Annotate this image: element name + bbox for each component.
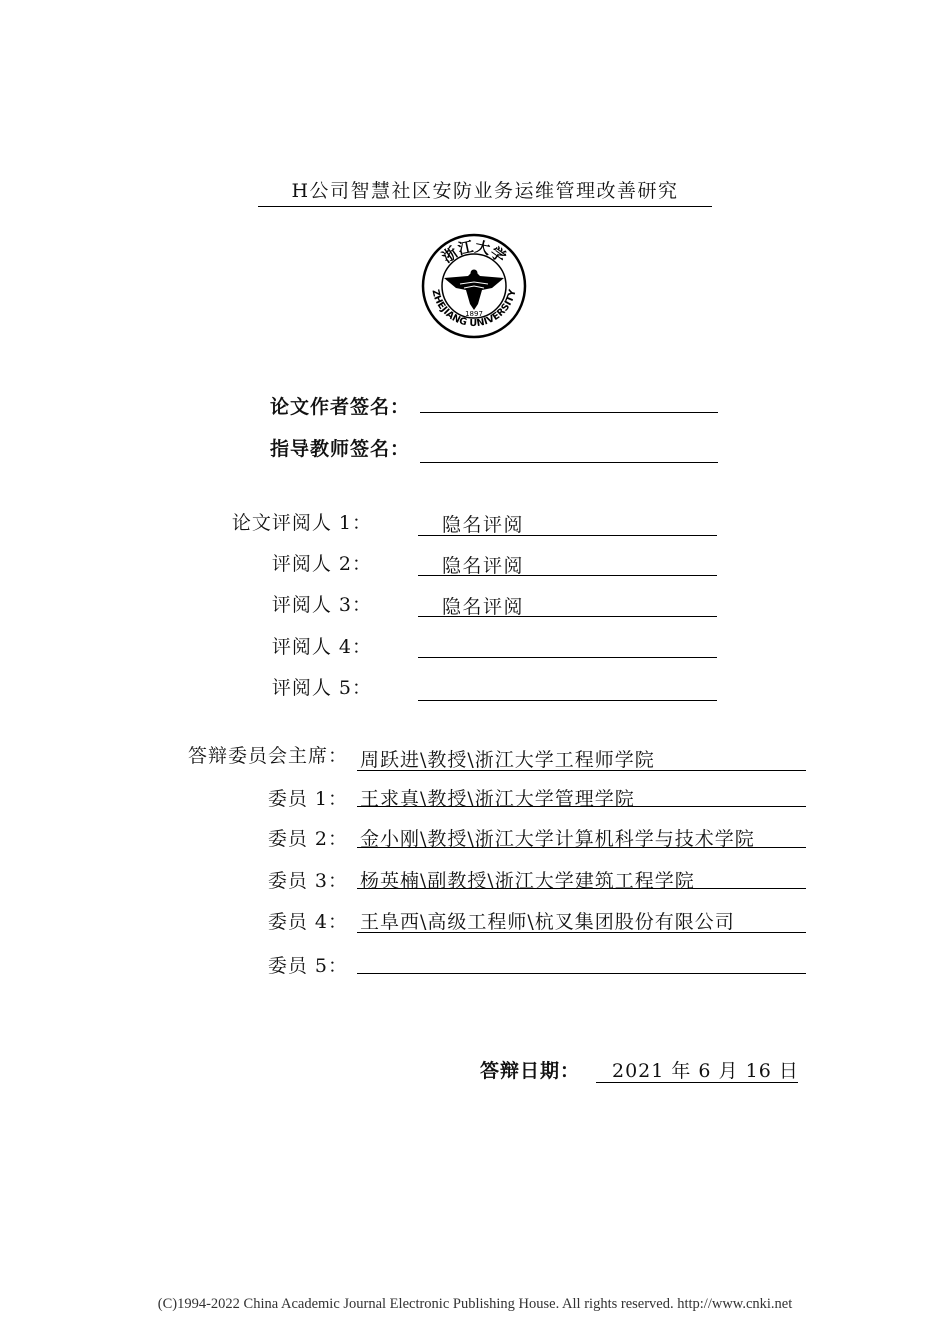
reviewer-3-label: 评阅人 3： — [271, 594, 372, 616]
advisor-signature-line[interactable] — [420, 461, 718, 463]
committee-chair-value: 周跃进\教授\浙江大学工程师学院 — [360, 749, 655, 771]
copyright-footer: (C)1994-2022 China Academic Journal Electronic Publishing House. All rights reserved. http://www.cnki.net — [157, 1296, 793, 1312]
reviewer-4-label: 评阅人 4： — [271, 636, 372, 658]
thesis-title: H公司智慧社区安防业务运维管理改善研究 — [258, 178, 712, 207]
defense-date-label: 答辩日期： — [480, 1060, 581, 1082]
emblem-top-text: 浙江大学 — [438, 237, 510, 267]
committee-member-4-label: 委员 4： — [267, 911, 348, 933]
emblem-year: 1897 — [465, 310, 483, 318]
committee-member-5-label: 委员 5： — [267, 955, 348, 977]
reviewer-1-label: 论文评阅人 1： — [231, 512, 372, 534]
advisor-signature-label: 指导教师签名： — [269, 438, 410, 460]
author-signature-label: 论文作者签名： — [269, 396, 410, 418]
emblem-bottom-text: ZHEJIANG UNIVERSITY — [429, 288, 519, 330]
eagle-icon — [444, 270, 504, 311]
reviewer-4-line — [418, 629, 717, 658]
committee-member-1-value: 王求真\教授\浙江大学管理学院 — [360, 788, 635, 810]
reviewer-1-value: 隐名评阅 — [442, 514, 525, 536]
committee-member-3-label: 委员 3： — [267, 870, 348, 892]
reviewer-3-value: 隐名评阅 — [442, 596, 525, 618]
committee-member-3-value: 杨英楠\副教授\浙江大学建筑工程学院 — [360, 870, 695, 892]
committee-member-5-line — [357, 945, 806, 974]
reviewer-5-label: 评阅人 5： — [271, 677, 372, 699]
reviewer-2-value: 隐名评阅 — [442, 555, 525, 577]
committee-chair-label: 答辩委员会主席： — [187, 745, 348, 767]
author-signature-line[interactable] — [420, 411, 718, 413]
committee-member-1-label: 委员 1： — [267, 788, 348, 810]
reviewer-5-line — [418, 672, 717, 701]
defense-date-value: 2021 年 6 月 16 日 — [612, 1060, 799, 1082]
committee-member-4-value: 王阜西\高级工程师\杭叉集团股份有限公司 — [360, 911, 735, 933]
committee-member-2-label: 委员 2： — [267, 828, 348, 850]
university-emblem — [420, 232, 528, 340]
committee-member-2-value: 金小刚\教授\浙江大学计算机科学与技术学院 — [360, 828, 755, 850]
reviewer-2-label: 评阅人 2： — [271, 553, 372, 575]
